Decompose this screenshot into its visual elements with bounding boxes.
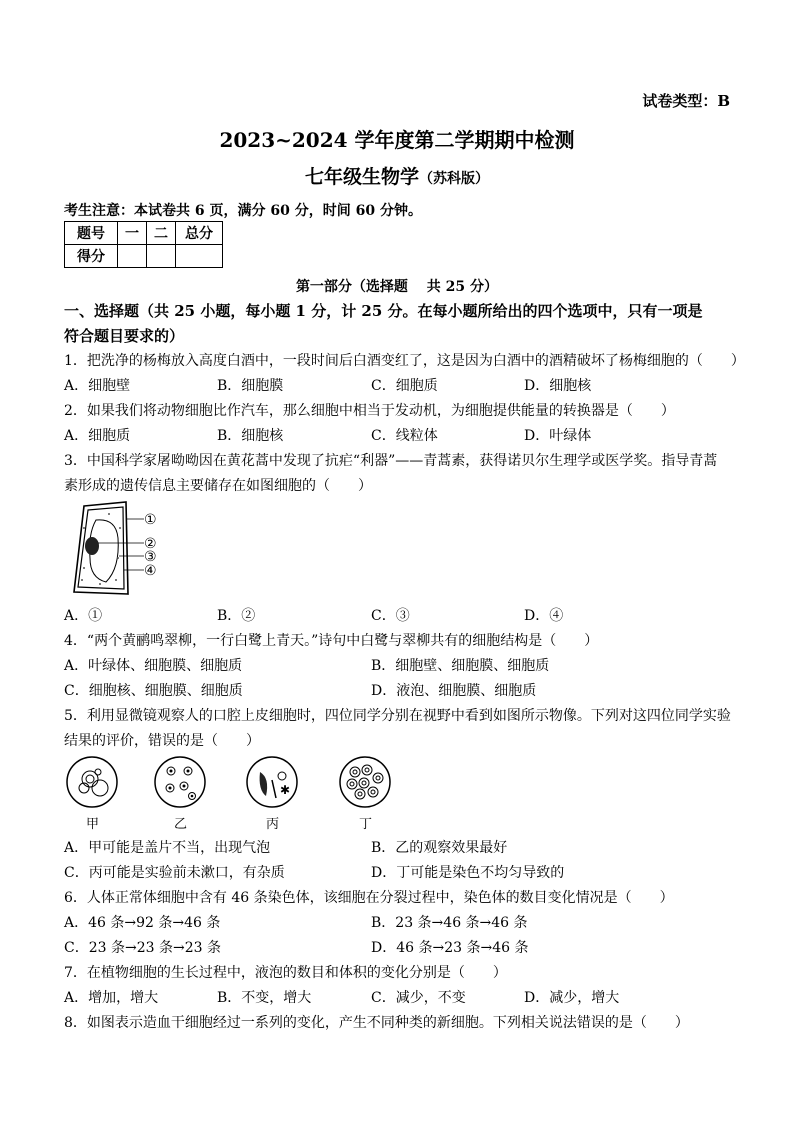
score-cell — [118, 245, 147, 268]
q4-option-b: B．细胞壁、细胞膜、细胞质 — [371, 658, 550, 674]
microscope-view-bing — [247, 757, 297, 807]
exam-subtitle — [0, 162, 794, 189]
microscope-view-ding — [340, 757, 390, 807]
q6-option-a: A．46 条→92 条→46 条 — [64, 915, 221, 931]
question-2-stem: 2．如果我们将动物细胞比作汽车，那么细胞中相当于发动机，为细胞提供能量的转换器是（ ） — [64, 403, 675, 419]
q6-option-b: B．23 条→46 条→46 条 — [371, 915, 528, 931]
q5-option-a: A．甲可能是盖片不当，出现气泡 — [64, 840, 271, 856]
q7-option-a: A．增加，增大 — [64, 990, 159, 1006]
view-label-ding: 丁 — [359, 817, 373, 832]
score-cell — [147, 245, 176, 268]
question-4-stem: 4．“两个黄鹂鸣翠柳，一行白鹭上青天。”诗句中白鹭与翠柳共有的细胞结构是（ ） — [64, 633, 599, 649]
q4-option-c: C．细胞核、细胞膜、细胞质 — [64, 683, 243, 699]
q3-option-c: C．③ — [371, 608, 410, 624]
q6-option-c: C．23 条→23 条→23 条 — [64, 940, 221, 956]
paper-type: 试卷类型：B — [642, 92, 730, 110]
q6-option-d: D．46 条→23 条→46 条 — [371, 940, 529, 956]
q1-option-b: B．细胞膜 — [217, 378, 284, 394]
microscope-view-yi — [155, 757, 205, 807]
subject-name: 七年级生物学 — [304, 166, 419, 188]
q5-option-b: B．乙的观察效果最好 — [371, 840, 508, 856]
view-label-bing: 丙 — [266, 817, 280, 832]
view-label-jia: 甲 — [86, 817, 100, 832]
q2-option-d: D．叶绿体 — [524, 428, 592, 444]
score-header-cell: 题号 — [65, 222, 118, 245]
question-7-stem: 7．在植物细胞的生长过程中，液泡的数目和体积的变化分别是（ ） — [64, 965, 507, 981]
q1-option-d: D．细胞核 — [524, 378, 592, 394]
q1-option-a: A．细胞壁 — [64, 378, 131, 394]
exam-notice: 考生注意：本试卷共 6 页，满分 60 分，时间 60 分钟。 — [64, 203, 422, 219]
question-6-stem: 6．人体正常体细胞中含有 46 条染色体，该细胞在分裂过程中，染色体的数目变化情况是（ ） — [64, 890, 674, 906]
question-1-stem: 1．把洗净的杨梅放入高度白酒中，一段时间后白酒变红了，这是因为白酒中的酒精破坏了杨梅细胞的（ ） — [64, 353, 745, 369]
plant-cell-diagram — [64, 498, 174, 600]
cell-label-1: ① — [144, 512, 157, 528]
question-5-stem: 5．利用显微镜观察人的口腔上皮细胞时，四位同学分别在视野中看到如图所示物像。下列对这四位同学实验 — [64, 708, 731, 724]
question-3-stem: 3．中国科学家屠呦呦因在黄花蒿中发现了抗疟“利器”——青蒿素，获得诺贝尔生理学或医学奖。指导青蒿 — [64, 453, 718, 469]
q3-option-b: B．② — [217, 608, 256, 624]
q1-option-c: C．细胞质 — [371, 378, 438, 394]
exam-title: 2023~2024 学年度第二学期期中检测 — [219, 128, 575, 152]
cell-label-3: ③ — [144, 549, 157, 565]
q5-option-d: D．丁可能是染色不均匀导致的 — [371, 865, 565, 881]
cell-label-4: ④ — [144, 563, 157, 579]
q2-option-a: A．细胞质 — [64, 428, 131, 444]
microscope-views-figure — [60, 752, 410, 832]
cell-label-2: ② — [144, 536, 157, 552]
question-8-stem: 8．如图表示造血干细胞经过一系列的变化，产生不同种类的新细胞。下列相关说法错误的是（ ） — [64, 1015, 689, 1031]
part1-title: 第一部分（选择题 共 25 分） — [295, 279, 499, 295]
svg-text:✱: ✱ — [280, 783, 291, 797]
q3-option-a: A．① — [64, 608, 103, 624]
score-header-cell: 总分 — [176, 222, 223, 245]
q4-option-d: D．液泡、细胞膜、细胞质 — [371, 683, 537, 699]
view-label-yi: 乙 — [174, 817, 188, 832]
score-header-cell: 二 — [147, 222, 176, 245]
score-table — [64, 221, 223, 268]
section1-instructions-cont: 符合题目要求的） — [64, 327, 185, 345]
q7-option-d: D．减少，增大 — [524, 990, 620, 1006]
q2-option-b: B．细胞核 — [217, 428, 284, 444]
microscope-view-jia — [67, 757, 117, 807]
question-3-stem-cont: 素形成的遗传信息主要储存在如图细胞的（ ） — [64, 478, 372, 494]
section1-instructions: 一、选择题（共 25 小题，每小题 1 分，计 25 分。在每小题所给出的四个选项中，只有一项是 — [64, 302, 703, 320]
edition-label: （苏科版） — [419, 171, 489, 187]
question-5-stem-cont: 结果的评价，错误的是（ ） — [64, 733, 260, 749]
q7-option-b: B．不变，增大 — [217, 990, 312, 1006]
q3-option-d: D．④ — [524, 608, 564, 624]
score-row-label: 得分 — [65, 245, 118, 268]
q7-option-c: C．减少，不变 — [371, 990, 466, 1006]
score-cell — [176, 245, 223, 268]
q5-option-c: C．丙可能是实验前未漱口，有杂质 — [64, 865, 285, 881]
score-header-cell: 一 — [118, 222, 147, 245]
q4-option-a: A．叶绿体、细胞膜、细胞质 — [64, 658, 243, 674]
q2-option-c: C．线粒体 — [371, 428, 438, 444]
